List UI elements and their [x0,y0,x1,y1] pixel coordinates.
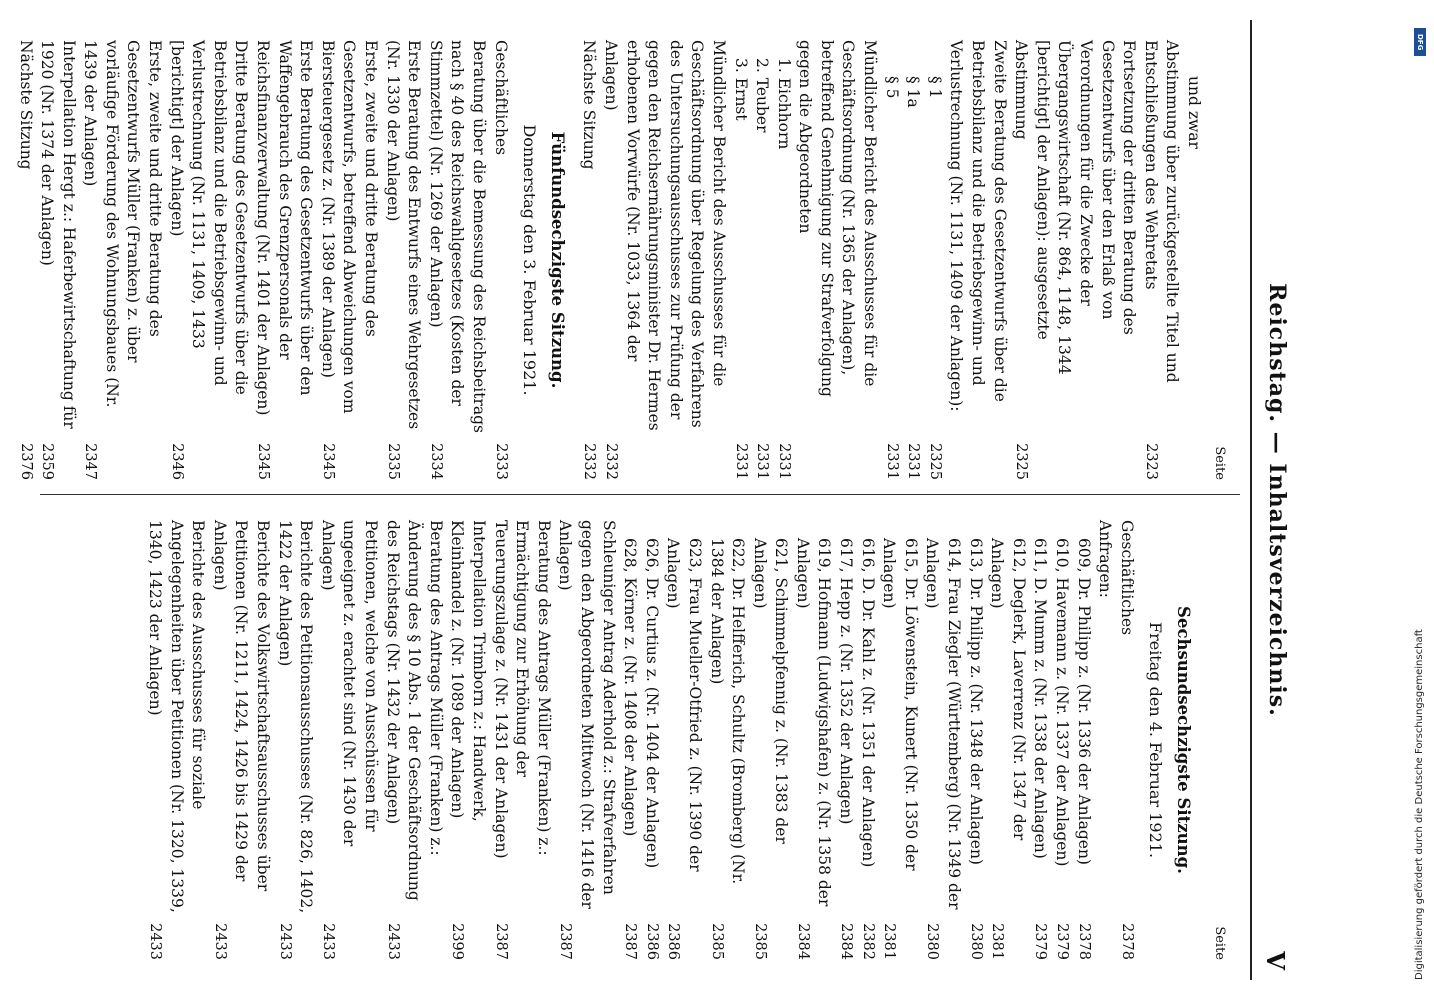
toc-entry [640,520,662,960]
toc-entry-text: 628, Körner z. (Nr. 1408 der Anlagen) [621,538,640,837]
toc-page-number: 2385 [751,923,768,960]
toc-entry-text: 613, Dr. Philipp z. (Nr. 1348 der Anlagen) [966,538,985,865]
toc-page-number: 2346 [168,443,185,480]
toc-page-number: 2331 [905,443,922,480]
session-heading-65: Fünfundsechzigste Sitzung. [547,131,567,389]
toc-entry [662,520,705,960]
toc-entry [208,520,273,960]
toc-entry [554,520,619,960]
page-header [1256,20,1290,980]
right-entries [144,520,1137,960]
toc-entry-text: 610, Havemann z. (Nr. 1337 der Anlagen) [1053,538,1072,867]
toc-entry-text: 619, Hofmann (Ludwigshafen) z. (Nr. 1358 der Anlagen) [793,538,834,907]
toc-page-number: 2433 [147,923,164,960]
toc-page-number: 2331 [883,443,900,480]
toc-entry [381,40,424,480]
toc-page-number: 2399 [449,923,466,960]
toc-entry-text: 623, Frau Mueller-Otfried z. (Nr. 1390 der Anlagen) [664,538,704,872]
toc-entry-text: Interpellation Trimborn z.: Handwerk, Kleinhandel z. (Nr. 1089 der Anlagen) [448,520,488,822]
toc-entry-text: und zwar [1185,76,1203,149]
toc-page-number: 2381 [881,923,898,960]
toc-page-number: 2378 [1075,923,1092,960]
toc-entry-text: Beratung über die Bemessung des Reichsbeitrags nach § 40 des Reichswahlgesetzes (Kosten der Stimmzettel) (Nr. 1269 der Anlagen) [426,40,488,434]
toc-entry-text: Abstimmung über zurückgestellte Titel und Entschließungen des Wehretats [1141,40,1182,383]
toc-entry [923,40,945,480]
toc-entry-text: Nächste Sitzung [16,40,35,170]
toc-page-number: 2323 [1142,443,1159,480]
toc-entry-text: 611, D. Mumm z. (Nr. 1338 der Anlagen) [1031,538,1050,859]
toc-entry-text: 626, Dr. Curtius z. (Nr. 1404 der Anlagen) [642,538,661,869]
toc-entry-text: 615, Dr. Löwenstein, Kunert (Nr. 1350 der Anlagen) [880,538,920,871]
column-divider [40,494,1240,495]
toc-entry-text: 621, Schimmelpfennig z. (Nr. 1383 der Anlagen) [750,538,791,844]
toc-entry-text: Geschäftliches [1117,520,1136,636]
toc-page-number: 2433 [319,923,336,960]
toc-entry [578,40,600,480]
session-heading-66: Sechsundsechzigste Sitzung. [1174,606,1193,874]
toc-entry [424,40,489,480]
toc-entry-text: Berichte des Petitionsausschusses (Nr. 826, 1402, 1422 der Anlagen) [275,520,316,914]
toc-entry-text: 1. Eichhorn [774,58,793,150]
toc-entry [273,520,316,960]
digitization-note: Digitalisierung gefördert durch die Deutsche Forschungsgemeinschaft [1414,629,1425,980]
toc-entry [1115,520,1137,960]
session-date-66: Freitag den 4. Februar 1921. [1146,621,1166,859]
toc-page-number: 2331 [775,443,792,480]
toc-entry-text: Nächste Sitzung [580,40,599,170]
toc-entry-text: § 5 [882,76,901,99]
toc-entry-text: Erste, zweite und dritte Beratung des Gesetzentwurfs, betreffend Abweichungen vom Biersteuergesetz z. (Nr. 1389 der Anlagen) [318,40,381,414]
toc-page-number: 2387 [622,923,639,960]
toc-page-number: 2433 [211,923,228,960]
document-page [16,0,1320,1000]
toc-page-number: 2379 [1032,923,1049,960]
toc-page-number: 2334 [427,443,444,480]
toc-page-number: 2345 [319,443,336,480]
right-column [144,520,1231,960]
toc-entry-text: 617, Hepp z. (Nr. 1352 der Anlagen) [837,538,856,825]
toc-page-number: 2386 [665,923,682,960]
toc-page-number: 2332 [581,443,598,480]
toc-entry-text: § 1 [925,76,944,99]
toc-entry-text: Berichte des Volkswirtschaftsausschusses über Petitionen (Nr. 1211, 1424, 1426 bis 1429 der Anlagen) [210,520,273,892]
toc-page-number: 2385 [708,923,725,960]
toc-page-number: 2387 [492,923,509,960]
toc-page-number: 2380 [924,923,941,960]
toc-entry-text: Beratung des Antrags Müller (Franken) z.: Ermächtigung zur Erhöhung der Teuerungszulage z. (Nr. 1431 der Anlagen) [491,520,553,859]
toc-page-number: 2384 [794,923,811,960]
toc-entry [748,520,791,960]
toc-entry [1139,40,1182,480]
toc-entry-text: Mündlicher Bericht des Ausschusses für die Geschäftsordnung (Nr. 1365 der Anlagen), betreffend Genehmigung zur Strafverfolgung gegen die Abgeordneten [796,40,880,397]
toc-entry [878,520,921,960]
toc-entry [79,40,165,480]
toc-entry-text: 2. Teuber [753,58,772,133]
toc-page-number: 2359 [39,443,56,480]
toc-entry [599,40,729,480]
toc-entry [1094,520,1116,960]
toc-entry [619,520,641,960]
toc-entry [880,40,902,480]
toc-entry-text: 612, Deglerk, Laverrenz (Nr. 1347 der Anlagen) [988,538,1028,841]
toc-entry-text: Fortsetzung der dritten Beratung des Gesetzentwurfs über den Erlaß von Verordnungen für die Zwecke der Übergangswirtschaft (Nr. 864, 1148, 1344 [berichtigt] der Anlagen): ausgesetzte Abstimmung [1012,40,1139,375]
digitization-sidebar [1410,20,1430,980]
toc-page-number: 2387 [557,923,574,960]
toc-page-number: 2331 [754,443,771,480]
toc-entry-text: Erste, zweite und dritte Beratung des Gesetzentwurfs Müller (Franken) z. über vorläufige Förderung des Wohnungsbaues (Nr. 1439 der Anlagen) [81,40,165,408]
toc-entry [729,40,751,480]
left-entries-session-65 [14,40,511,480]
toc-page-number: 2433 [384,923,401,960]
left-entries [578,40,1204,480]
toc-entry [489,40,511,480]
toc-entry [251,40,316,480]
toc-entry-text: Anfragen: [1096,520,1115,598]
toc-page-number: 2345 [255,443,272,480]
toc-entry [856,520,878,960]
toc-page-number: 2382 [859,923,876,960]
session-date-65: Donnerstag den 3. Februar 1921. [520,124,540,396]
toc-entry-text: Petitionen, welche von Ausschüssen für ungeeignet z. erachtet sind (Nr. 1430 der Anlagen) [318,520,381,847]
toc-page-number: 2378 [1118,923,1135,960]
toc-page-number: 2386 [643,923,660,960]
toc-page-number: 2376 [17,443,34,480]
toc-entry-text: Beratung des Antrags Müller (Franken) z.: Änderung des § 10 Abs. 1 der Geschäftsordnung des Reichstags (Nr. 1432 der Anlagen) [383,520,445,901]
toc-entry-text: Erste Beratung des Entwurfs eines Wehrgesetzes (Nr. 1330 der Anlagen) [383,40,424,430]
toc-entry [144,520,209,960]
toc-entry [14,40,36,480]
toc-entry [489,520,554,960]
toc-entry [986,520,1029,960]
toc-entry-text: 3. Ernst [731,58,750,121]
toc-entry [316,520,381,960]
toc-entry [1050,520,1072,960]
toc-entry-text: Zweite Beratung des Gesetzentwurfs über die Betriebsbilanz und die Betriebsgewinn- und Verlustrechnung (Nr. 1131, 1409 der Anlagen): [947,40,1009,412]
toc-page-number: 2347 [82,443,99,480]
toc-entry-text: Schleuniger Antrag Aderhold z.: Strafverfahren gegen den Abgeordneten Mittwoch (Nr. 1416 der Anlagen) [556,520,618,909]
toc-entry [794,40,880,480]
page-number: V [1261,951,1290,970]
toc-entry-text: Geschäftliches [491,40,510,156]
page-title: Reichstag. — Inhaltsverzeichnis. [1264,283,1290,717]
toc-entry-text: § 1a [904,76,923,108]
toc-page-number: 2325 [926,443,943,480]
left-column [14,40,1230,480]
toc-page-number: 2384 [838,923,855,960]
toc-entry [446,520,489,960]
toc-entry [772,40,794,480]
toc-page-number: 2380 [967,923,984,960]
toc-entry [945,40,1010,480]
toc-entry [1072,520,1094,960]
toc-entry-text: Berichte des Ausschusses für soziale Angelegenheiten über Petitionen (Nr. 1320, 1339, 1340, 1423 der Anlagen) [146,520,208,913]
toc-entry [964,520,986,960]
toc-page-number: 2331 [732,443,749,480]
toc-entry-text: 616, D. Dr. Kahl z. (Nr. 1351 der Anlagen) [858,538,877,868]
toc-entry-text: 609, Dr. Philipp z. (Nr. 1336 der Anlagen) [1074,538,1093,865]
header-rule [1250,20,1252,980]
toc-page-number: 2325 [1013,443,1030,480]
toc-entry [36,40,79,480]
toc-entry [1182,40,1204,480]
toc-entry [705,520,748,960]
toc-entry [165,40,251,480]
toc-page-number: 2332 [602,443,619,480]
toc-entry [751,40,773,480]
toc-entry-text: 622, Dr. Helfferich, Schultz (Bromberg) (Nr. 1384 der Anlagen) [707,538,748,885]
toc-entry-text: Interpellation Hergt z.: Haferbewirtschaftung für 1920 (Nr. 1374 der Anlagen) [38,40,78,429]
toc-entry [316,40,381,480]
toc-page-number: 2379 [1054,923,1071,960]
toc-entry [921,520,964,960]
toc-page-number: 2333 [492,443,509,480]
toc-entry [791,520,834,960]
toc-entry [1010,40,1140,480]
toc-page-number: 2381 [989,923,1006,960]
toc-entry [381,520,446,960]
toc-page-number: 2433 [276,923,293,960]
toc-entry [835,520,857,960]
toc-entry-text: Mündlicher Bericht des Ausschusses für die Geschäftsordnung über Regelung des Verfahrens des Untersuchungsausschusses zur Prüfung der gegen den Reichsernährungsminister Dr. Hermes erhobenen Vorwürfe (Nr. 1033, 1364 der Anlagen) [601,40,728,431]
toc-entry [1029,520,1051,960]
toc-entry-text: 614, Frau Ziegler (Württemberg) (Nr. 1349 der Anlagen) [923,538,964,910]
dfg-logo: DFG [1414,28,1426,56]
toc-entry-text: Erste Beratung des Gesetzentwurfs über den Waffengebrauch des Grenzpersonals der Reichsfinanzverwaltung (Nr. 1401 der Anlagen) [254,40,316,416]
toc-entry-text: Dritte Beratung des Gesetzentwurfs über die Betriebsbilanz und die Betriebsgewinn- und Verlustrechnung (Nr. 1131, 1409, 1433 [berichtigt] der Anlagen) [167,40,251,395]
seite-label-right: Seite [1212,926,1227,960]
toc-entry [902,40,924,480]
seite-label-left: Seite [1212,446,1227,480]
toc-page-number: 2335 [384,443,401,480]
